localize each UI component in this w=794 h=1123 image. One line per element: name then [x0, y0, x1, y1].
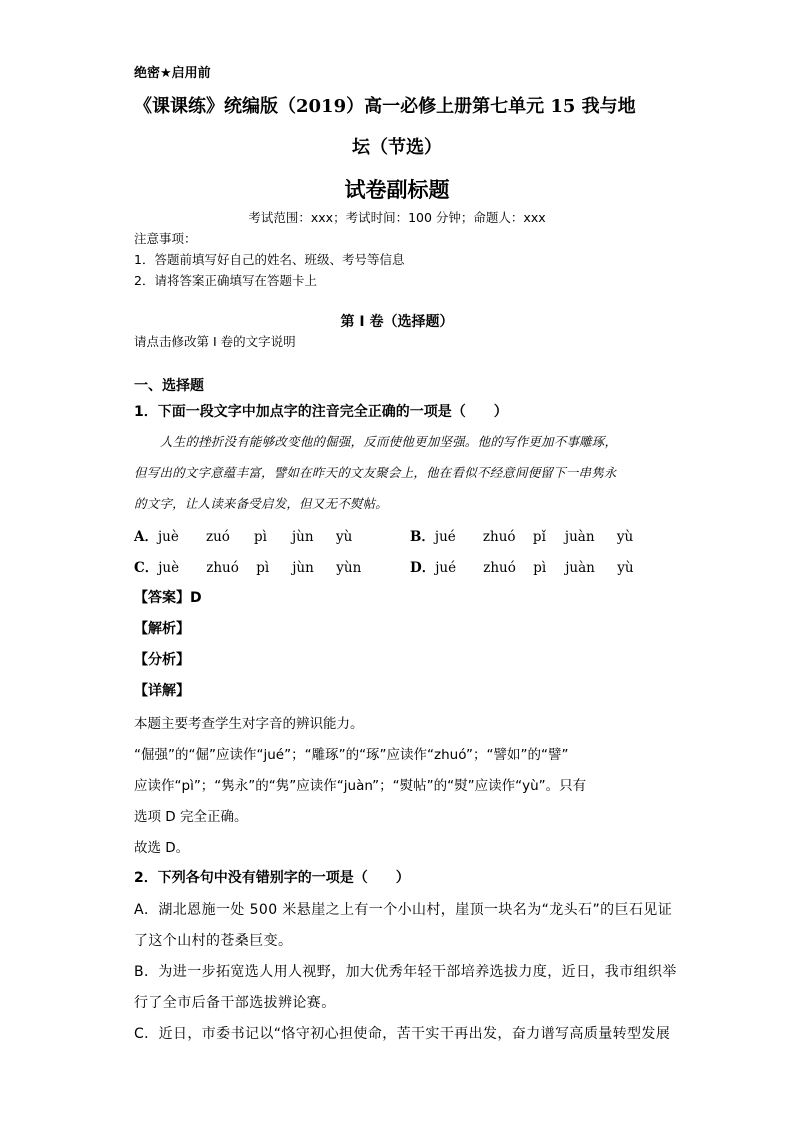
pinyin: juè — [157, 529, 179, 545]
q2-option-c-line-1[interactable]: C．近日，市委书记以“恪守初心担使命，苦干实干再出发，奋力谱写高质量转型发展 — [134, 1026, 671, 1042]
pinyin: juàn — [565, 560, 595, 576]
detail-label: 【详解】 — [134, 683, 190, 699]
explanation-line-4: 选项 D 完全正确。 — [134, 809, 248, 825]
pinyin: yù — [335, 529, 353, 545]
pinyin: zhuó — [483, 560, 516, 576]
pinyin: zuó — [205, 529, 230, 545]
pinyin: zhuó — [482, 529, 516, 545]
section-title: 第 I 卷（选择题） — [340, 314, 454, 330]
option-label: B． — [410, 529, 435, 545]
pinyin: yùn — [336, 560, 362, 576]
pinyin: pì — [533, 560, 547, 576]
q2-option-b-line-2[interactable]: 行了全市后备干部选拔辨论赛。 — [134, 995, 336, 1011]
pinyin: jùn — [291, 529, 314, 545]
notes-item-2: 2．请将答案正确填写在答题卡上 — [134, 273, 317, 288]
pinyin: jùn — [292, 560, 314, 576]
answer: 【答案】D — [134, 590, 202, 606]
pinyin: juè — [158, 560, 180, 576]
exam-subtitle: 试卷副标题 — [344, 178, 450, 202]
option-label: D． — [410, 560, 436, 576]
q2-option-a-line-1[interactable]: A．湖北恩施一处 500 米悬崖之上有一个小山村，崖顶一块名为“龙头石”的巨石见证 — [134, 902, 673, 918]
explanation-line-5: 故选 D。 — [134, 840, 190, 856]
fenxi-label: 【分析】 — [134, 652, 190, 668]
explanation-line-3: 应读作“pì”；“隽永”的“隽”应读作“juàn”；“熨帖”的“熨”应读作“yù”。只有 — [134, 778, 587, 794]
notes-item-1: 1．答题前填写好自己的姓名、班级、考号等信息 — [134, 252, 405, 267]
confidential-label: 绝密★启用前 — [134, 66, 211, 81]
option-label: C． — [134, 560, 159, 576]
explanation-line-2: “倔强”的“倔”应读作“jué”；“雕琢”的“琢”应读作“zhuó”；“譬如”的“譬” — [134, 747, 569, 763]
q2-option-b-line-1[interactable]: B．为进一步拓宽选人用人视野，加大优秀年轻干部培养选拔力度，近日，我市组织举 — [134, 964, 677, 980]
pinyin: yù — [616, 529, 634, 545]
pinyin: pì — [253, 529, 267, 545]
question-2-stem: 2．下列各句中没有错别字的一项是（ ） — [134, 870, 410, 886]
explanation-line-1: 本题主要考查学生对字音的辨识能力。 — [134, 716, 364, 732]
pinyin: pǐ — [532, 529, 546, 545]
pinyin: juàn — [564, 529, 595, 545]
option-a[interactable] — [134, 525, 352, 545]
notes-heading: 注意事项： — [134, 231, 197, 246]
option-c[interactable] — [134, 556, 361, 576]
option-b[interactable] — [410, 525, 633, 545]
pinyin: jué — [435, 560, 457, 576]
part-heading: 一、选择题 — [134, 378, 204, 394]
q2-option-a-line-2[interactable]: 了这个山村的苍桑巨变。 — [134, 933, 293, 949]
pinyin: yù — [617, 560, 634, 576]
passage-line-2: 但写出的文字意蕴丰富，譬如在昨天的文友聚会上，他在看似不经意间便留下一串隽永 — [134, 465, 617, 480]
option-d[interactable] — [410, 556, 634, 576]
pinyin: pì — [256, 560, 270, 576]
section-description: 请点击修改第 I 卷的文字说明 — [134, 334, 296, 349]
exam-info: 考试范围：xxx；考试时间：100 分钟；命题人：xxx — [248, 210, 546, 225]
question-1-stem: 1．下面一段文字中加点字的注音完全正确的一项是（ ） — [134, 404, 508, 420]
passage-line-1: 人生的挫折没有能够改变他的倔强，反而使他更加坚强。他的写作更加不事雕琢， — [160, 434, 618, 449]
pinyin: zhuó — [206, 560, 239, 576]
option-label: A． — [134, 529, 158, 545]
exam-title-line-2: 坛（节选） — [352, 137, 442, 158]
pinyin: jué — [434, 529, 456, 545]
analysis-label: 【解析】 — [134, 621, 190, 637]
exam-title-line-1: 《课课练》统编版（2019）高一必修上册第七单元 15 我与地 — [134, 96, 636, 117]
passage-line-3: 的文字，让人读来备受启发，但又无不熨帖。 — [134, 496, 389, 511]
